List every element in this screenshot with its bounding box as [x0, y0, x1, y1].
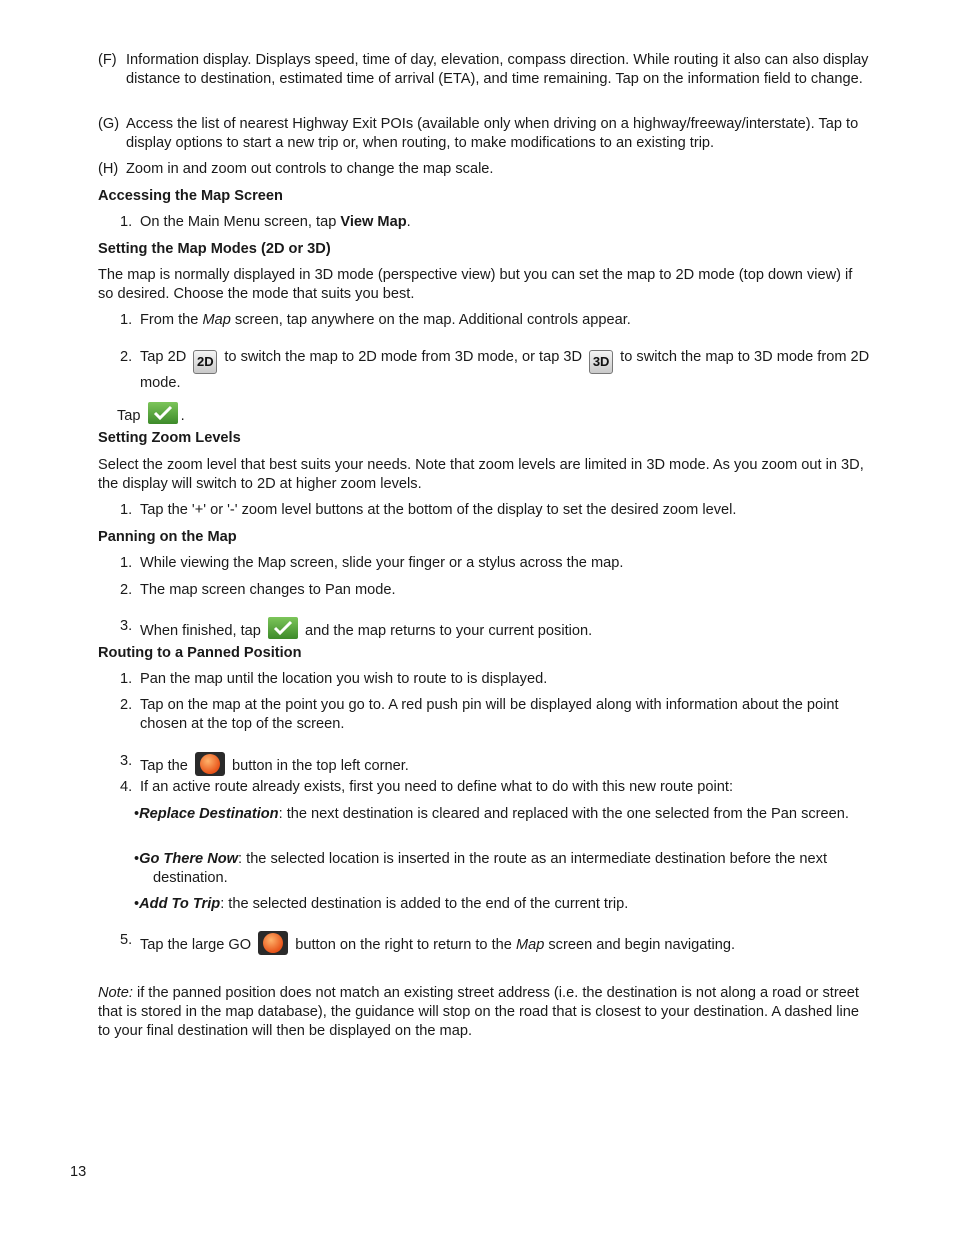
route-step-2-num: 2.	[120, 697, 133, 713]
bullet-dot: •	[134, 851, 140, 867]
item-f-text: Information display. Displays speed, time of day, elevation, compass direction. While routing it also can also display distance to destination, estimated time of arrival (ETA), and time remaining. Tap on the information field to change.	[126, 52, 869, 87]
go-icon	[258, 931, 288, 955]
route-step-5	[140, 931, 870, 955]
bullet-dot: •	[134, 896, 140, 912]
heading-zoom-levels: Setting Zoom Levels	[98, 430, 241, 446]
modes-step-2-num: 2.	[120, 349, 133, 365]
heading-routing: Routing to a Panned Position	[98, 645, 302, 661]
view-map-label: View Map	[340, 214, 407, 230]
route-step-3-post: button in the top left corner.	[227, 758, 409, 774]
item-g-text: Access the list of nearest Highway Exit POIs (available only when driving on a highway/freeway/interstate). Tap to display options to start a new trip or, when routing, to make modifications to an existing trip.	[126, 116, 859, 151]
access-step-1-post: .	[406, 214, 411, 230]
bullet-go-there-now	[134, 850, 888, 888]
access-step-1-num: 1.	[120, 214, 133, 230]
modes-step-1	[140, 311, 870, 330]
2d-icon: 2D	[193, 350, 217, 374]
modes-tap-pre: Tap	[117, 408, 145, 424]
bullet-add-label: Add To Trip	[139, 896, 221, 912]
route-step-5-map: Map	[515, 937, 545, 953]
pan-step-2: The map screen changes to Pan mode.	[140, 582, 396, 598]
modes-step-2-b: to switch the map to 2D mode from 3D mode, or tap 3D	[220, 349, 587, 365]
pan-step-2-num: 2.	[120, 582, 133, 598]
bullet-add-to-trip	[134, 895, 888, 914]
go-icon	[195, 752, 225, 776]
pan-step-1: While viewing the Map screen, slide your finger or a stylus across the map.	[140, 555, 624, 571]
pan-step-3-pre: When finished, tap	[140, 623, 265, 639]
item-g-label: (G)	[98, 116, 120, 132]
route-step-5-post: screen and begin navigating.	[544, 937, 735, 953]
heading-map-modes: Setting the Map Modes (2D or 3D)	[98, 241, 331, 257]
note-label: Note:	[98, 985, 133, 1001]
route-step-4: If an active route already exists, first you need to define what to do with this new route point:	[140, 779, 733, 795]
zoom-intro: Select the zoom level that best suits your needs. Note that zoom levels are limited in 3D mode. As you zoom out in 3D, the display will switch to 2D at higher zoom levels.	[98, 457, 864, 492]
route-step-2: Tap on the map at the point you go to. A red push pin will be displayed along with information about the point chosen at the top of the screen.	[140, 697, 839, 732]
note-paragraph	[98, 984, 870, 1041]
pan-step-3-post: and the map returns to your current position.	[300, 623, 593, 639]
modes-intro: The map is normally displayed in 3D mode (perspective view) but you can set the map to 2D mode (top down view) if so desired. Choose the mode that suits you best.	[98, 267, 853, 302]
modes-step-1-map: Map	[202, 312, 231, 328]
pan-step-3-num: 3.	[120, 618, 133, 634]
route-step-3	[140, 752, 870, 776]
3d-icon: 3D	[589, 350, 613, 374]
item-h-text: Zoom in and zoom out controls to change the map scale.	[126, 161, 494, 177]
note-text: if the panned position does not match an existing street address (i.e. the destination is not along a road or street that is stored in the map database), the guidance will stop on the road that is closest to your destination. A dashed line to your final destination will then be displayed on the map.	[98, 985, 859, 1039]
modes-step-2-c: to switch the map to 3D mode from 2D mode.	[140, 349, 870, 391]
bullet-go-text: : the selected location is inserted in the route as an intermediate destination before the next destination.	[153, 851, 828, 886]
modes-step-1-post: screen, tap anywhere on the map. Additional controls appear.	[230, 312, 631, 328]
route-step-3-pre: Tap the	[140, 758, 192, 774]
route-step-3-num: 3.	[120, 753, 133, 769]
modes-tap	[117, 402, 185, 426]
heading-panning: Panning on the Map	[98, 529, 237, 545]
check-icon	[148, 402, 178, 424]
bullet-add-text: : the selected destination is added to the end of the current trip.	[220, 896, 629, 912]
bullet-go-label: Go There Now	[139, 851, 239, 867]
route-step-1-num: 1.	[120, 671, 133, 687]
item-h-label: (H)	[98, 161, 119, 177]
route-step-4-num: 4.	[120, 779, 133, 795]
access-step-1	[140, 213, 870, 232]
zoom-step-1-num: 1.	[120, 502, 133, 518]
route-step-5-pre: Tap the large GO	[140, 937, 256, 953]
modes-step-1-pre: From the	[140, 312, 203, 328]
page-number: 13	[70, 1164, 87, 1180]
bullet-replace-text: : the next destination is cleared and replaced with the one selected from the Pan screen.	[278, 806, 849, 822]
check-icon	[268, 617, 298, 639]
bullet-replace-label: Replace Destination	[139, 806, 279, 822]
route-step-5-num: 5.	[120, 932, 133, 948]
zoom-step-1: Tap the '+' or '-' zoom level buttons at the bottom of the display to set the desired zoom level.	[140, 502, 737, 518]
bullet-dot: •	[134, 806, 140, 822]
modes-tap-post: .	[180, 408, 185, 424]
pan-step-1-num: 1.	[120, 555, 133, 571]
route-step-5-mid: button on the right to return to the	[291, 937, 516, 953]
bullet-replace-destination	[134, 805, 853, 824]
access-step-1-pre: On the Main Menu screen, tap	[140, 214, 341, 230]
route-step-1: Pan the map until the location you wish to route to is displayed.	[140, 671, 548, 687]
pan-step-3	[140, 617, 870, 641]
modes-step-2	[140, 348, 870, 393]
modes-step-2-a: Tap 2D	[140, 349, 191, 365]
modes-step-1-num: 1.	[120, 312, 133, 328]
heading-accessing: Accessing the Map Screen	[98, 188, 283, 204]
item-f-label: (F)	[98, 52, 117, 68]
